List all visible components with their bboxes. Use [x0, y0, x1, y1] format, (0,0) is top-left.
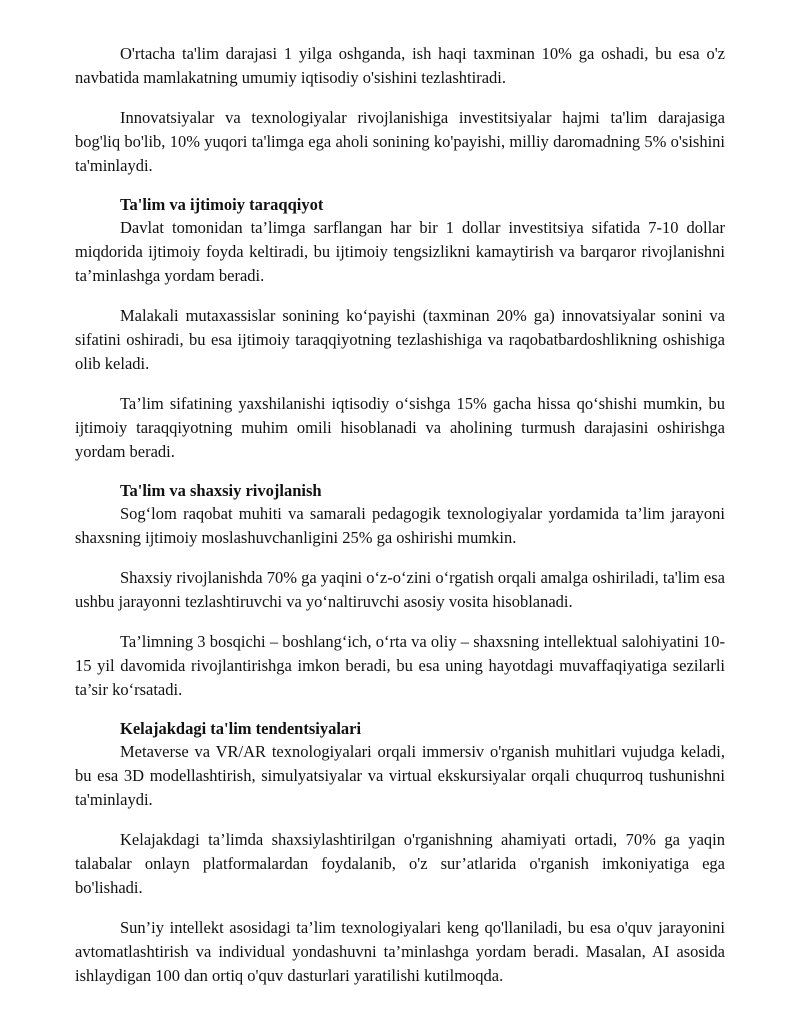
- section-personal-development: [75, 480, 725, 702]
- paragraph: Shaxsiy rivojlanishda 70% ga yaqini o‘z-o‘zini o‘rgatish orqali amalga oshiriladi, ta'lim esa ushbu jarayonni tezlashtiruvchi va yo‘naltiruvchi asosiy vosita hisoblanadi.: [75, 568, 725, 611]
- paragraph: Davlat tomonidan ta’limga sarflangan har bir 1 dollar investitsiya sifatida 7-10 dollar miqdorida ijtimoiy foyda keltiradi, bu ijtimoiy tengsizlikni kamaytirish va barqaror rivojlanishni ta’minlashga yordam beradi.: [75, 218, 725, 285]
- section-future-trends: [75, 718, 725, 988]
- section-heading: Ta'lim va ijtimoiy taraqqiyot: [120, 195, 324, 214]
- paragraph: Kelajakdagi ta’limda shaxsiylashtirilgan o'rganishning ahamiyati ortadi, 70% ga yaqin talabalar onlayn platformalardan foydalanib, o'z sur’atlarida o'rganish imkoniyatiga ega bo'lishadi.: [75, 830, 725, 897]
- paragraph: Sog‘lom raqobat muhiti va samarali pedagogik texnologiyalar yordamida ta’lim jarayoni shaxsning ijtimoiy moslashuvchanligini 25% ga oshirishi mumkin.: [75, 504, 725, 547]
- section-heading: Ta'lim va shaxsiy rivojlanish: [120, 481, 322, 500]
- paragraph-intro-2: Innovatsiyalar va texnologiyalar rivojlanishiga investitsiyalar hajmi ta'lim darajasiga bog'liq bo'lib, 10% yuqori ta'limga ega aholi sonining ko'payishi, milliy daromadning 5% o'sishini ta'minlaydi.: [75, 108, 725, 175]
- paragraph: Malakali mutaxassislar sonining ko‘payishi (taxminan 20% ga) innovatsiyalar sonini va sifatini oshiradi, bu esa ijtimoiy taraqqiyotning tezlashishiga va raqobatbardoshlikning oshishiga olib keladi.: [75, 306, 725, 373]
- section-heading: Kelajakdagi ta'lim tendentsiyalari: [120, 719, 362, 738]
- paragraph: Metaverse va VR/AR texnologiyalari orqali immersiv o'rganish muhitlari vujudga keladi, bu esa 3D modellashtirish, simulyatsiyalar va virtual ekskursiyalar orqali chuqurroq tushunishni ta'minlaydi.: [75, 742, 725, 809]
- paragraph: Ta’lim sifatining yaxshilanishi iqtisodiy o‘sishga 15% gacha hissa qo‘shishi mumkin, bu ijtimoiy taraqqiyotning muhim omili hisoblanadi va aholining turmush darajasini oshirishga yordam beradi.: [75, 394, 725, 461]
- section-social-progress: [75, 194, 725, 464]
- document-page: [75, 42, 725, 988]
- paragraph: Sun’iy intellekt asosidagi ta’lim texnologiyalari keng qo'llaniladi, bu esa o'quv jarayonini avtomatlashtirish va individual yondashuvni ta’minlashga yordam beradi. Masalan, AI asosida ishlaydigan 100 dan ortiq o'quv dasturlari yaratilishi kutilmoqda.: [75, 918, 725, 985]
- paragraph: Ta’limning 3 bosqichi – boshlang‘ich, o‘rta va oliy – shaxsning intellektual salohiyatini 10-15 yil davomida rivojlantirishga imkon beradi, bu esa uning hayotdagi muvaffaqiyatiga sezilarli ta’sir ko‘rsatadi.: [75, 632, 725, 699]
- paragraph-intro-1: O'rtacha ta'lim darajasi 1 yilga oshganda, ish haqi taxminan 10% ga oshadi, bu esa o'z navbatida mamlakatning umumiy iqtisodiy o'sishini tezlashtiradi.: [75, 44, 725, 87]
